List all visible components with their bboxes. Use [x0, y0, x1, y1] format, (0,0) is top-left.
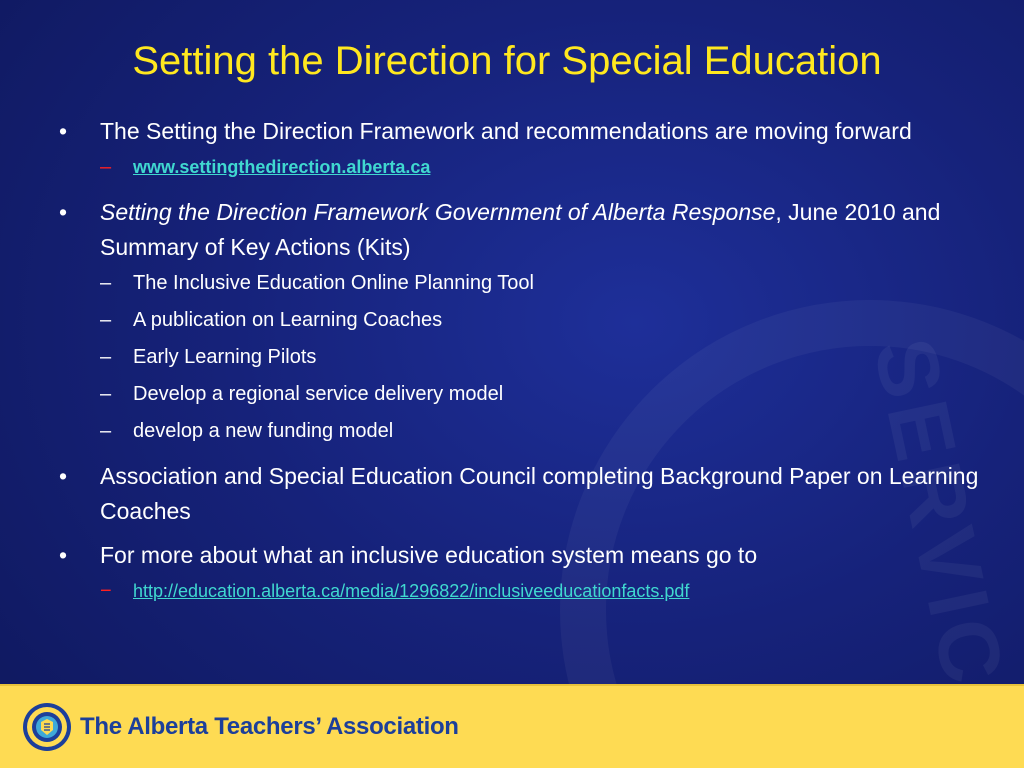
sub-item [55, 413, 985, 450]
dash-marker: − [100, 580, 112, 602]
sub-item [55, 376, 985, 413]
footer-bar [0, 684, 1024, 768]
bullet-marker: • [59, 463, 68, 489]
sub-item-text: Early Learning Pilots [133, 346, 317, 368]
bullet-3 [55, 459, 985, 529]
sub-item-text: The Inclusive Education Online Planning Tool [133, 272, 534, 294]
bullet-marker: • [59, 199, 68, 225]
bullet-2-text: , June 2010 and Summary of Key Actions (Kits) [100, 199, 941, 260]
settingthedirection-link[interactable]: www.settingthedirection.alberta.ca [133, 157, 431, 177]
sub-item [55, 339, 985, 376]
sub-item-text: A publication on Learning Coaches [133, 309, 443, 331]
bullet-2 [55, 195, 985, 265]
watermark-letters: SERVIC [855, 330, 1023, 698]
bullet-1-text: The Setting the Direction Framework and recommendations are moving forward [100, 118, 912, 144]
bullet-marker: • [59, 118, 68, 144]
dash-marker: – [100, 156, 112, 178]
bullet-1-link-item [55, 149, 985, 186]
dash-marker: – [100, 309, 112, 331]
ata-seal-logo [22, 702, 72, 752]
dash-marker: – [100, 420, 112, 442]
dash-marker: – [100, 272, 112, 294]
bullet-4 [55, 538, 985, 573]
sub-item [55, 265, 985, 302]
bullet-4-text: For more about what an inclusive education system means go to [100, 542, 758, 568]
bullet-3-text: Association and Special Education Council completing Background Paper on Learning Coaches [100, 463, 979, 524]
bullet-marker: • [59, 542, 68, 568]
bullet-2-italic-text: Setting the Direction Framework Government of Alberta Response [100, 199, 776, 225]
organization-name: The Alberta Teachers’ Association [80, 713, 459, 740]
inclusive-education-facts-link[interactable]: http://education.alberta.ca/media/1296822/inclusiveeducationfacts.pdf [133, 581, 690, 601]
dash-marker: – [100, 346, 112, 368]
slide-title: Setting the Direction for Special Education [132, 39, 882, 83]
dash-marker: – [100, 383, 112, 405]
sub-item [55, 302, 985, 339]
bullet-1 [55, 114, 985, 149]
bullet-list [55, 114, 985, 610]
bullet-4-link-item [55, 573, 985, 610]
sub-item-text: Develop a regional service delivery model [133, 383, 504, 405]
sub-item-text: develop a new funding model [133, 420, 394, 442]
